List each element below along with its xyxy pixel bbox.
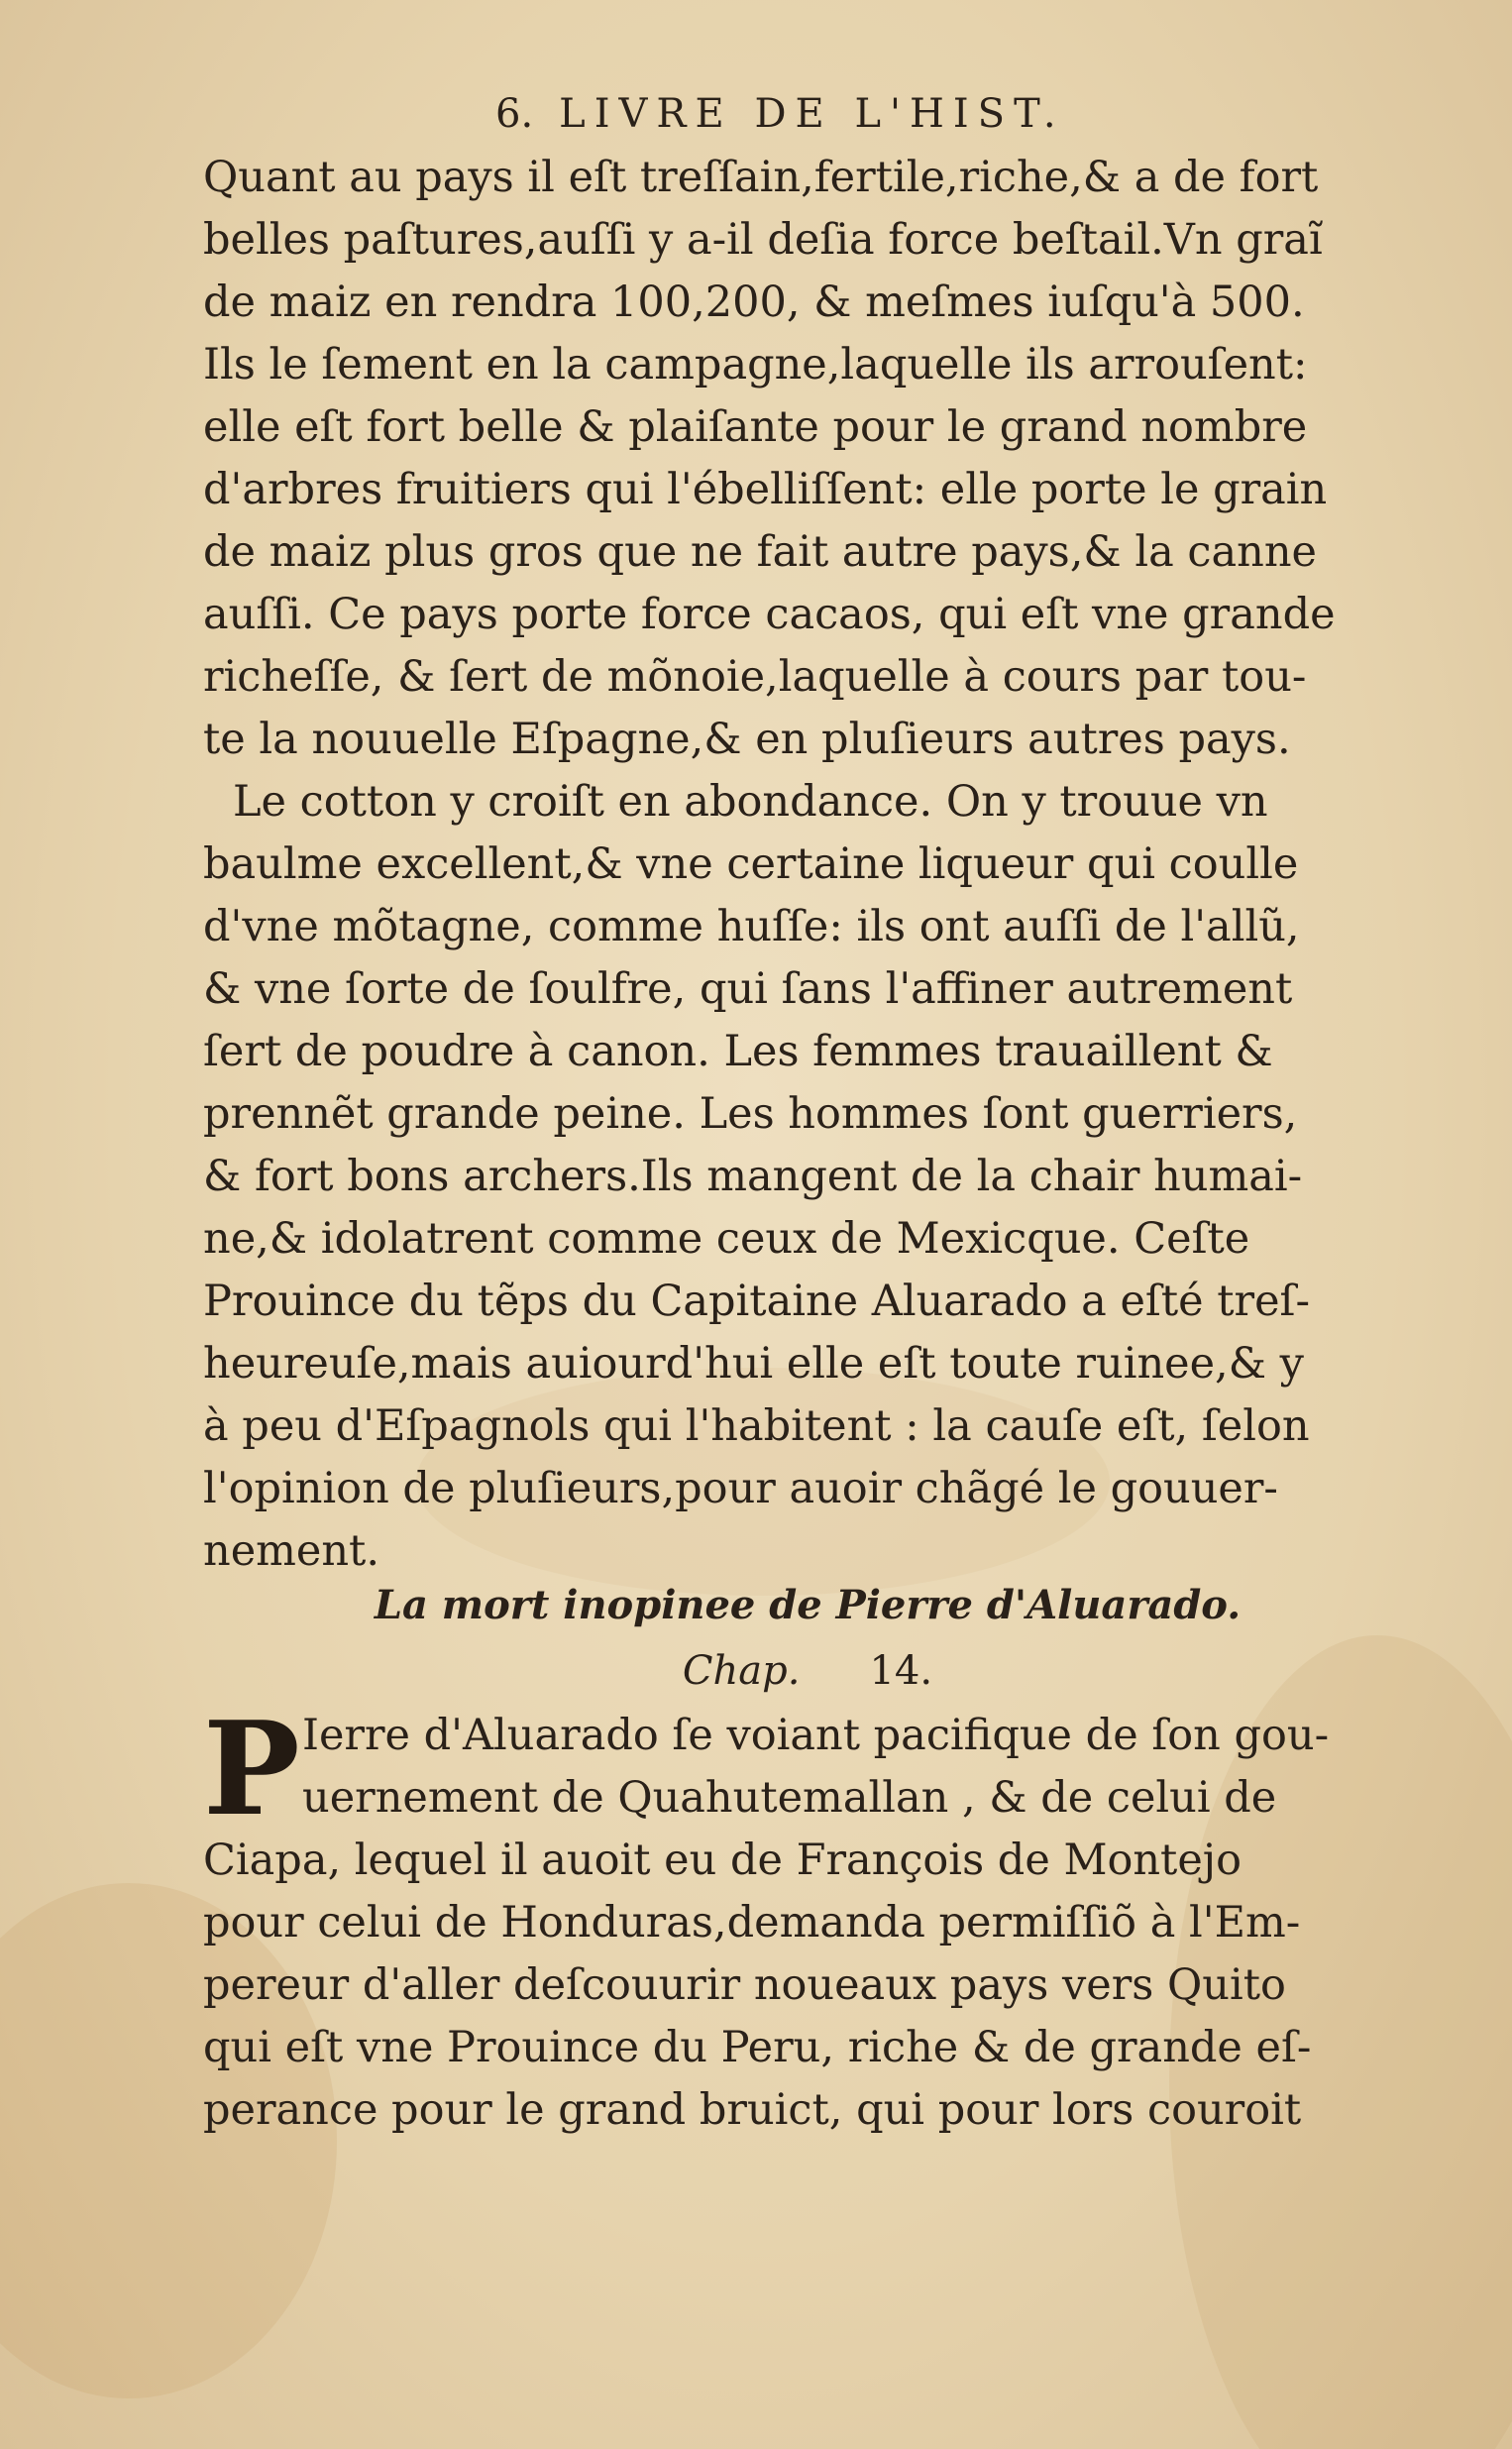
text-line: Prouince du tẽps du Capitaine Aluarado a eſté treſ- [203, 1277, 1310, 1326]
body-text [203, 147, 1412, 1583]
text-line: ſert de poudre à canon. Les femmes trauaillent & [203, 1027, 1273, 1076]
text-line: l'opinion de pluſieurs,pour auoir chãgé le gouuer- [203, 1464, 1278, 1513]
text-line: & vne ſorte de ſoulfre, qui ſans l'affiner autrement [203, 964, 1293, 1014]
text-line: perance pour le grand bruict, qui pour lors couroit [203, 2085, 1302, 2135]
text-line: ne,& idolatrent comme ceux de Mexicque. Ceſte [203, 1214, 1250, 1264]
text-line: Ciapa, lequel il auoit eu de François de Montejo [203, 1836, 1242, 1885]
text-line: elle eſt fort belle & plaiſante pour le grand nombre [203, 402, 1308, 452]
text-line: nement. [203, 1526, 380, 1576]
text-line: d'arbres fruitiers qui l'ébelliſſent: elle porte le grain [203, 465, 1328, 514]
running-head [495, 91, 1248, 137]
text-line: belles paſtures,auſſi y a-il deſia force beſtail.Vn graĩ [203, 215, 1323, 265]
text-line: baulme excellent,& vne certaine liqueur qui coulle [203, 839, 1299, 889]
page-number: 6. [495, 91, 534, 137]
paragraph [203, 147, 1412, 771]
chapter-text [203, 1693, 1412, 2142]
text-line: uernement de Quahutemallan , & de celui de [302, 1773, 1277, 1823]
text-line: à peu d'Eſpagnols qui l'habitent : la cauſe eſt, ſelon [203, 1401, 1310, 1451]
text-line: & fort bons archers.Ils mangent de la chair humai- [203, 1152, 1303, 1201]
text-line: Le cotton y croiſt en abondance. On y trouue vn [233, 777, 1268, 827]
text-line: de maiz en rendra 100,200, & meſmes iuſqu'à 500. [203, 278, 1305, 327]
text-line: qui eſt vne Prouince du Peru, riche & de grande eſ- [203, 2023, 1312, 2072]
chapter-num: 14. [869, 1648, 933, 1694]
text-line: pereur d'aller deſcouurir noueaux pays vers Quito [203, 1960, 1286, 2010]
text-line: auſſi. Ce pays porte force cacaos, qui eſt vne grande [203, 590, 1336, 639]
drop-cap: P [203, 1693, 300, 1844]
paragraph [203, 771, 1412, 1583]
text-line: d'vne mõtagne, comme huſſe: ils ont auſſi de l'allũ, [203, 902, 1300, 951]
text-line: de maiz plus gros que ne fait autre pays,& la canne [203, 527, 1317, 577]
text-line: te la nouuelle Eſpagne,& en pluſieurs autres pays. [203, 715, 1291, 764]
text-line: richeſſe, & ſert de mõnoie,laquelle à cours par tou- [203, 652, 1307, 702]
chapter-label: Chap. [682, 1648, 801, 1694]
running-title: LIVRE DE L'HIST. [559, 91, 1065, 137]
text-line: pour celui de Honduras,demanda permiſſiõ à l'Em- [203, 1898, 1301, 1948]
chapter-title: La mort inopinee de Pierre d'Aluarado. [374, 1582, 1242, 1628]
text-line: Ils le ſement en la campagne,laquelle ils arrouſent: [203, 340, 1308, 390]
text-line: heureuſe,mais auiourd'hui elle eſt toute ruinee,& y [203, 1339, 1304, 1389]
chapter-number [203, 1641, 1412, 1701]
text-line: prennẽt grande peine. Les hommes ſont guerriers, [203, 1089, 1298, 1139]
text-line: Quant au pays il eſt treſſain,fertile,riche,& a de fort [203, 153, 1319, 202]
text-line: Ierre d'Aluarado ſe voiant pacifique de ſon gou- [302, 1711, 1330, 1760]
